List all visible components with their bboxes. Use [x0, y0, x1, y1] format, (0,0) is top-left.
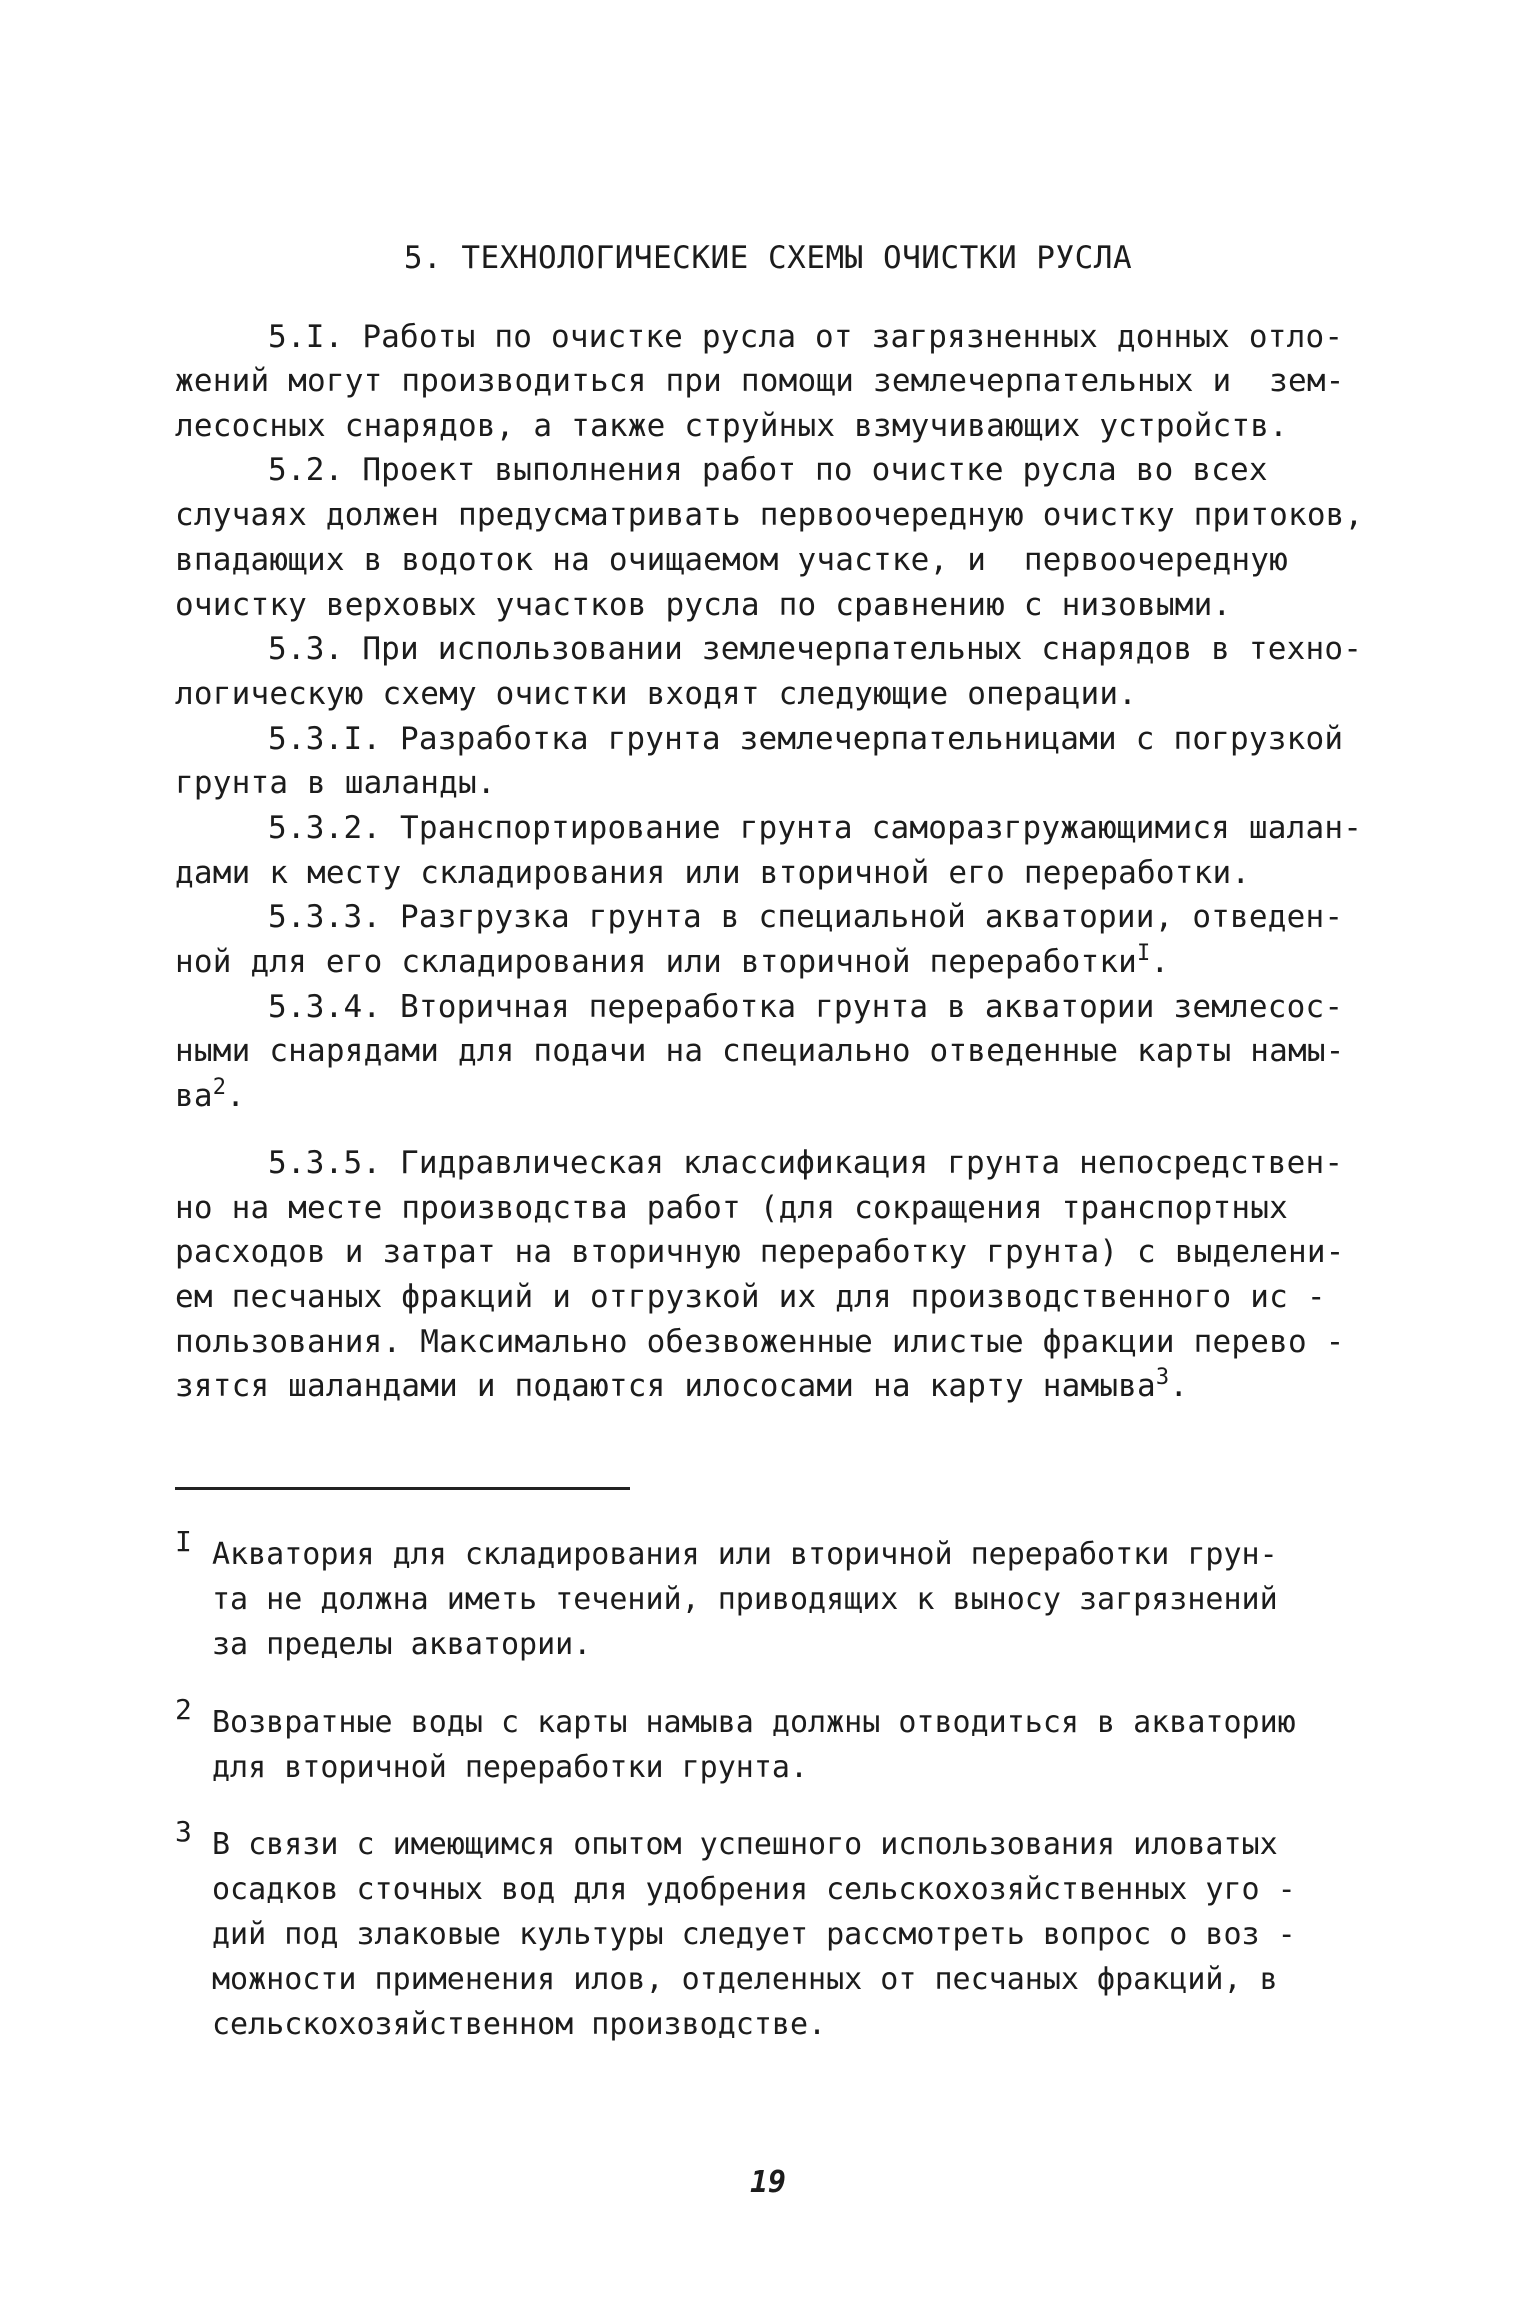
paragraph-line: но на месте производства работ (для сокращения транспортных	[175, 1190, 1288, 1226]
footnote-line: сельскохозяйственном производстве.	[212, 2007, 827, 2042]
footnote-line: В связи с имеющимся опытом успешного использования иловатых	[212, 1827, 1278, 1862]
paragraph-line	[175, 941, 1170, 980]
paragraph-punct: .	[226, 1078, 246, 1114]
footnote-line: Возвратные воды с карты намыва должны отводиться в акваторию	[212, 1705, 1296, 1740]
paragraph-line: 5.2. Проект выполнения работ по очистке русла во всех	[268, 452, 1268, 488]
paragraph-line: 5.3.5. Гидравлическая классификация грунта непосредствен-	[268, 1145, 1344, 1181]
paragraph-line: 5.3.4. Вторичная переработка грунта в акватории землесос-	[268, 989, 1344, 1025]
paragraph-line: случаях должен предусматривать первоочередную очистку притоков,	[175, 497, 1364, 533]
page-number: 19	[749, 2165, 787, 2200]
footnote-line: можности применения илов, отделенных от песчаных фракций, в	[212, 1962, 1278, 1997]
footnote-mark: 2	[175, 1693, 192, 1726]
paragraph-line: логическую схему очистки входят следующие операции.	[175, 676, 1138, 712]
paragraph-punct: .	[1150, 944, 1170, 980]
paragraph-line: 5.3. При использовании землечерпательных снарядов в техно-	[268, 631, 1363, 667]
footnote-line: та не должна иметь течений, приводящих к выносу загрязнений	[212, 1582, 1278, 1617]
paragraph-line	[175, 1365, 1189, 1404]
footnote-line: Акватория для складирования или вторичной переработки грун-	[212, 1537, 1278, 1572]
footnote-line: для вторичной переработки грунта.	[212, 1750, 809, 1785]
paragraph-line: лесосных снарядов, а также струйных взмучивающих устройств.	[175, 408, 1288, 444]
paragraph-line: 5.3.I. Разработка грунта землечерпательницами с погрузкой	[268, 721, 1344, 757]
paragraph-line: грунта в шаланды.	[175, 765, 496, 801]
paragraph-line: пользования. Максимально обезвоженные илистые фракции перево -	[175, 1324, 1345, 1360]
footnote-mark: 3	[175, 1815, 192, 1848]
footnote-line: за пределы акватории.	[212, 1627, 592, 1662]
paragraph-line: очистку верховых участков русла по сравнению с низовыми.	[175, 587, 1232, 623]
footnote-mark: I	[175, 1525, 192, 1558]
paragraph-line: 5.3.2. Транспортирование грунта саморазгружающимися шалан-	[268, 810, 1363, 846]
paragraph-line: дами к месту складирования или вторичной его переработки.	[175, 855, 1251, 891]
footnote-separator	[175, 1487, 630, 1490]
paragraph-line: расходов и затрат на вторичную переработку грунта) с выделени-	[175, 1234, 1345, 1270]
paragraph-line: ем песчаных фракций и отгрузкой их для производственного ис -	[175, 1279, 1326, 1315]
paragraph-text: зятся шаландами и подаются илососами на карту намыва	[175, 1368, 1156, 1404]
paragraph-text: ва	[175, 1078, 213, 1114]
paragraph-line: впадающих в водоток на очищаемом участке, и первоочередную	[175, 542, 1288, 578]
paragraph-line: 5.I. Работы по очистке русла от загрязненных донных отло-	[268, 319, 1344, 355]
paragraph-text: ной для его складирования или вторичной переработки	[175, 944, 1138, 980]
footnote-line: дий под злаковые культуры следует рассмотреть вопрос о воз -	[212, 1917, 1296, 1952]
section-title: 5. ТЕХНОЛОГИЧЕСКИЕ СХЕМЫ ОЧИСТКИ РУСЛА	[403, 240, 1133, 276]
footnote-ref: I	[1137, 941, 1151, 966]
paragraph-line	[175, 1075, 246, 1114]
footnote-ref: 2	[212, 1075, 227, 1100]
paragraph-line: 5.3.3. Разгрузка грунта в специальной акватории, отведен-	[268, 899, 1344, 935]
paragraph-line: жений могут производиться при помощи землечерпательных и зем-	[175, 363, 1345, 399]
paragraph-line: ными снарядами для подачи на специально отведенные карты намы-	[175, 1033, 1345, 1069]
paragraph-punct: .	[1169, 1368, 1189, 1404]
footnote-line: осадков сточных вод для удобрения сельскохозяйственных уго -	[212, 1872, 1296, 1907]
footnote-ref: 3	[1155, 1365, 1170, 1390]
